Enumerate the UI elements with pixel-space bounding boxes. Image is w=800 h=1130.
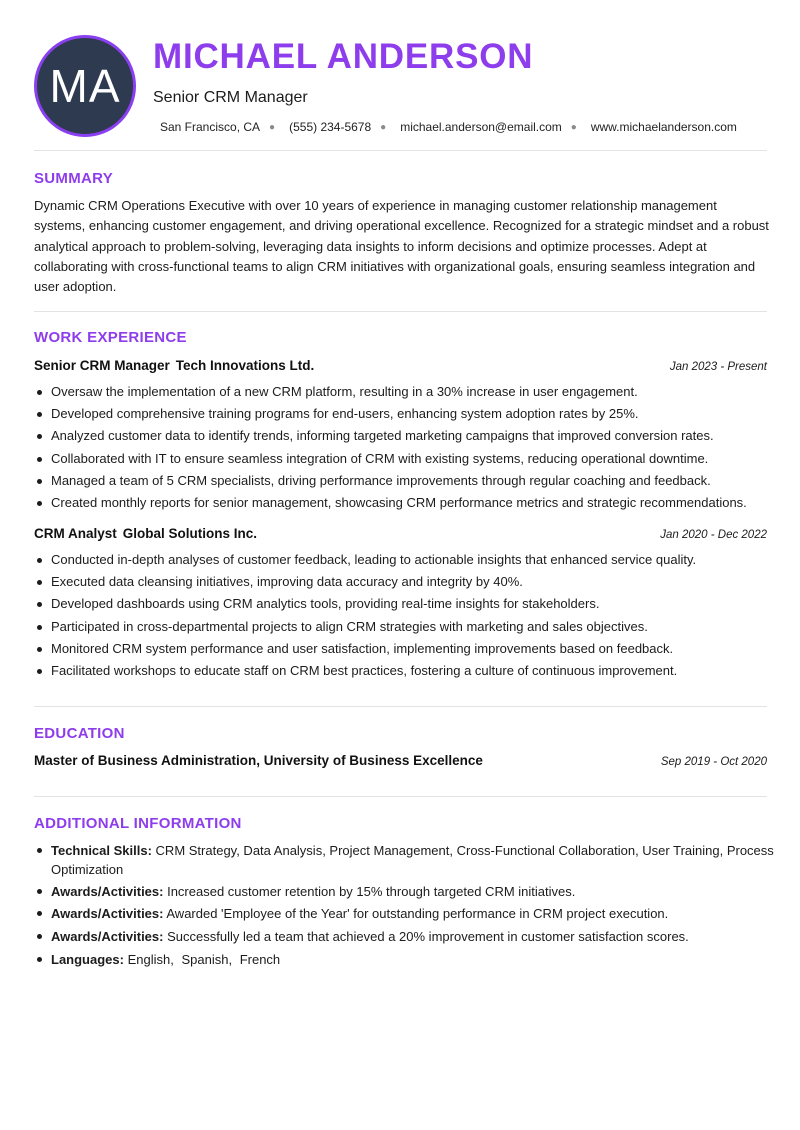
bullet-separator-icon: ● xyxy=(570,121,577,133)
job-company: Tech Innovations Ltd. xyxy=(175,358,315,373)
list-item xyxy=(34,882,774,901)
item-text: Successfully led a team that achieved a 20% improvement in customer satisfaction scores. xyxy=(167,928,689,944)
list-item xyxy=(34,927,774,946)
job-header xyxy=(34,358,767,373)
education-entry xyxy=(34,753,767,768)
list-item: Managed a team of 5 CRM specialists, driving performance improvements through regular coaching and feedback. xyxy=(34,470,774,492)
divider xyxy=(34,796,767,797)
item-label: Awards/Activities: xyxy=(51,884,164,900)
section-heading-education: EDUCATION xyxy=(34,725,125,742)
additional-info-list xyxy=(34,841,774,972)
item-label: Awards/Activities: xyxy=(51,928,164,944)
contact-phone: (555) 234-5678 xyxy=(289,120,372,134)
job-dates: Jan 2020 - Dec 2022 xyxy=(660,529,767,541)
candidate-title: Senior CRM Manager xyxy=(153,89,308,106)
job-title-line xyxy=(34,358,314,373)
section-heading-summary: SUMMARY xyxy=(34,170,114,187)
job-title-line xyxy=(34,526,257,541)
item-label: Awards/Activities: xyxy=(51,906,164,922)
language: English, xyxy=(127,951,174,967)
item-label: Languages: xyxy=(51,951,124,967)
list-item: Oversaw the implementation of a new CRM platform, resulting in a 30% increase in user engagement. xyxy=(34,381,774,403)
list-item: Monitored CRM system performance and user satisfaction, implementing improvements based on feedback. xyxy=(34,638,774,660)
contact-line xyxy=(160,120,737,134)
job-dates: Jan 2023 - Present xyxy=(669,361,767,373)
list-item: Developed dashboards using CRM analytics tools, providing real-time insights for stakeholders. xyxy=(34,593,774,615)
item-text: CRM Strategy, Data Analysis, Project Management, Cross-Functional Collaboration, User Training, Process Optimization xyxy=(51,843,774,877)
list-item: Created monthly reports for senior management, showcasing CRM performance metrics and strategic recommendations. xyxy=(34,492,774,514)
bullet-separator-icon: ● xyxy=(380,121,387,133)
job-company: Global Solutions Inc. xyxy=(122,526,258,541)
job-role: Senior CRM Manager xyxy=(34,358,170,373)
section-heading-additional-information: ADDITIONAL INFORMATION xyxy=(34,815,242,832)
item-text: Awarded 'Employee of the Year' for outstanding performance in CRM project execution. xyxy=(166,906,669,922)
list-item xyxy=(34,841,774,879)
language: French xyxy=(239,951,281,967)
contact-email: michael.anderson@email.com xyxy=(400,120,562,134)
section-heading-work-experience: WORK EXPERIENCE xyxy=(34,329,187,346)
divider xyxy=(34,150,767,151)
list-item: Analyzed customer data to identify trends, informing targeted marketing campaigns that improved conversion rates. xyxy=(34,425,774,447)
education-dates: Sep 2019 - Oct 2020 xyxy=(660,756,767,768)
education-degree: Master of Business Administration, University of Business Excellence xyxy=(34,753,483,768)
list-item: Conducted in-depth analyses of customer feedback, leading to actionable insights that enhanced service quality. xyxy=(34,549,774,571)
divider xyxy=(34,311,767,312)
list-item: Participated in cross-departmental projects to align CRM strategies with marketing and sales objectives. xyxy=(34,616,774,638)
summary-text: Dynamic CRM Operations Executive with over 10 years of experience in managing customer relationship management systems, enhancing customer engagement, and driving operational excellence. Recognized for a strategic mindset and a robust analytical approach to problem-solving, leveraging data insights to inform decisions and optimize processes. Adept at collaborating with cross-functional teams to align CRM initiatives with organizational goals, ensuring seamless integration and user adoption. xyxy=(34,198,769,295)
list-item: Collaborated with IT to ensure seamless integration of CRM with existing systems, reducing operational downtime. xyxy=(34,448,774,470)
list-item xyxy=(34,904,774,923)
bullet-separator-icon: ● xyxy=(269,121,276,133)
item-text: Increased customer retention by 15% through targeted CRM initiatives. xyxy=(167,884,576,900)
list-item: Developed comprehensive training programs for end-users, enhancing system adoption rates by 25%. xyxy=(34,403,774,425)
job-role: CRM Analyst xyxy=(34,526,117,541)
list-item-languages xyxy=(34,950,774,969)
avatar xyxy=(34,35,136,137)
language: Spanish, xyxy=(181,951,233,967)
divider xyxy=(34,706,767,707)
list-item: Executed data cleansing initiatives, improving data accuracy and integrity by 40%. xyxy=(34,571,774,593)
list-item: Facilitated workshops to educate staff on CRM best practices, fostering a culture of continuous improvement. xyxy=(34,660,774,682)
job-bullet-list xyxy=(34,381,774,514)
item-label: Technical Skills: xyxy=(51,843,152,858)
contact-location: San Francisco, CA xyxy=(160,120,261,134)
job-bullet-list xyxy=(34,549,774,682)
avatar-initials: MA xyxy=(49,60,121,112)
candidate-name: MICHAEL ANDERSON xyxy=(153,37,534,76)
job-header xyxy=(34,526,767,541)
contact-website: www.michaelanderson.com xyxy=(590,120,737,134)
